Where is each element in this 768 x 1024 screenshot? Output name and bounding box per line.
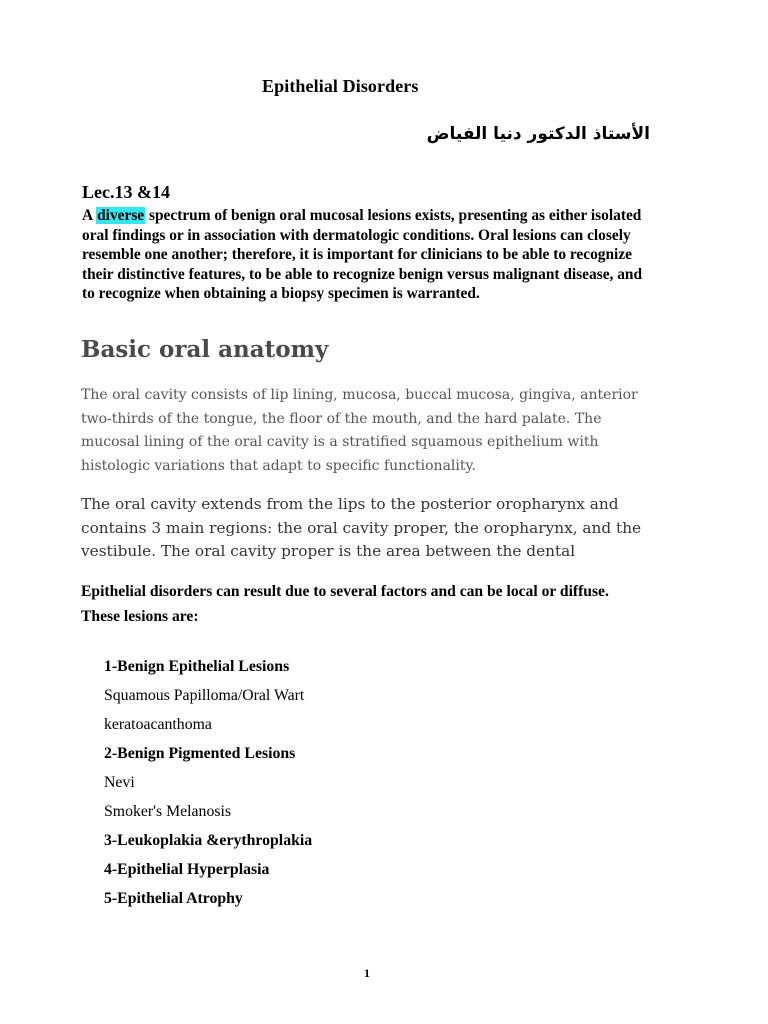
lecture-number: Lec.13 &14 [82,182,170,202]
anatomy-paragraph: The oral cavity consists of lip lining, mucosa, buccal mucosa, gingiva, anterior two-thirds of the tongue, the floor of the mouth, and the hard palate. The mucosal lining of the oral cavity is a stratified squamous epithelium with histologic variations that adapt to specific functionality. [81,387,638,474]
page-number: 1 [364,966,370,980]
factors-paragraph: Epithelial disorders can result due to several factors and can be local or diffuse. These lesions are: [81,583,609,625]
lesion-item: Nevi [104,774,135,791]
lesion-item: keratoacanthoma [104,716,212,733]
lesion-item: Smoker's Melanosis [104,803,232,820]
lesion-category-heading: 4-Epithelial Hyperplasia [104,861,270,878]
intro-paragraph [82,206,652,304]
cavity-paragraph: The oral cavity extends from the lips to the posterior oropharynx and contains 3 main regions: the oral cavity proper, the oropharynx, and the vestibule. The oral cavity proper is the area between the dental [81,495,642,560]
lesion-category-heading: 1-Benign Epithelial Lesions [104,658,290,675]
lesion-item: Squamous Papilloma/Oral Wart [104,687,305,704]
author-name-arabic: الأستاذ الدكتور دنيا الفياض [426,124,650,144]
section-heading: Basic oral anatomy [81,336,329,363]
lesion-category-heading: 2-Benign Pigmented Lesions [104,745,296,762]
lesion-category-heading: 3-Leukoplakia &erythroplakia [104,832,313,849]
intro-prefix: A [82,207,97,224]
lesion-list [104,654,312,915]
highlighted-word: diverse [97,207,145,224]
lesion-category-heading: 5-Epithelial Atrophy [104,890,243,907]
intro-rest: spectrum of benign oral mucosal lesions exists, presenting as either isolated oral findings or in association with dermatologic conditions. Oral lesions can closely resemble one another; therefore, it is important for clinicians to be able to recognize their distinctive features, to be able to recognize benign versus malignant disease, and to recognize when obtaining a biopsy specimen is warranted. [82,207,643,303]
document-title: Epithelial Disorders [262,76,419,96]
